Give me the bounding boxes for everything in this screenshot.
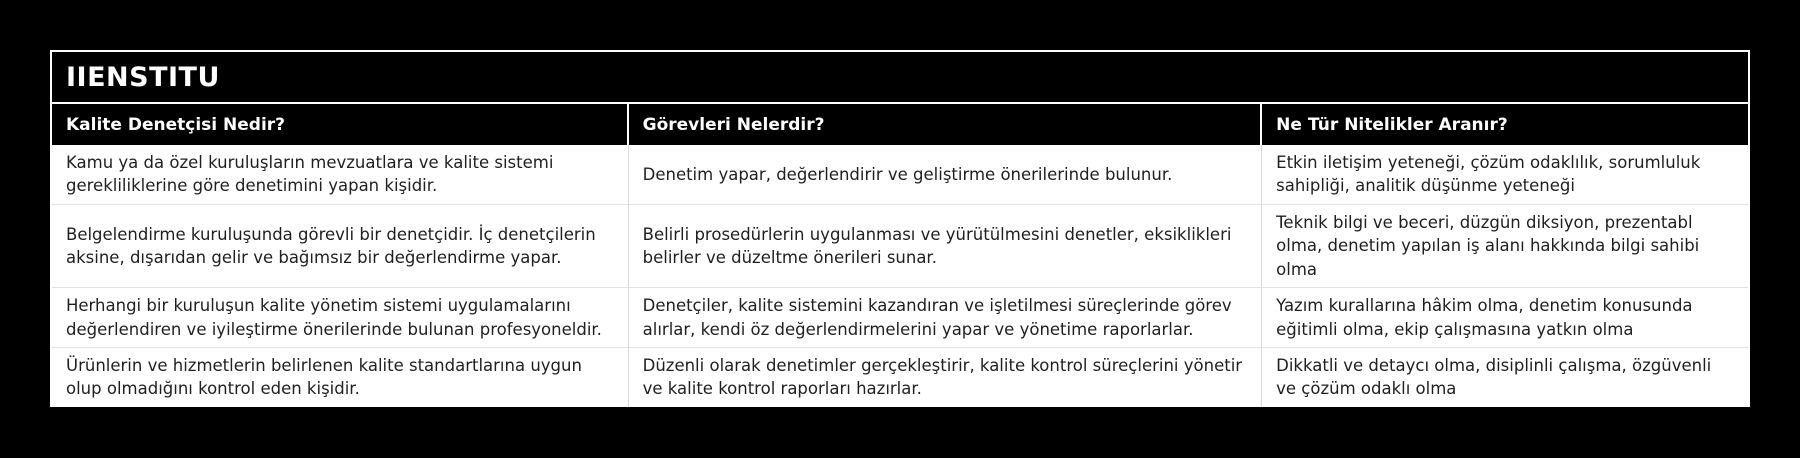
cell-qualification: Dikkatli ve detaycı olma, disiplinli çalışma, özgüvenli ve çözüm odaklı olma: [1276, 355, 1712, 399]
table-row: [52, 288, 1748, 348]
cell-definition: Herhangi bir kuruluşun kalite yönetim sistemi uygulamalarını değerlendiren ve iyileştirme önerilerinde bulunan profesyoneldir.: [52, 288, 629, 347]
cell-duty: Denetçiler, kalite sistemini kazandıran ve işletilmesi süreçlerinde görev alırlar, kendi öz değerlendirmelerini yapar ve yönetime raporlarlar.: [629, 288, 1263, 347]
table-body: [52, 145, 1748, 407]
column-header-duties: Görevleri Nelerdir?: [629, 104, 1263, 145]
brand-title: IIENSTITU: [66, 61, 220, 93]
cell-duty: Belirli prosedürlerin uygulanması ve yürütülmesini denetler, eksiklikleri belirler ve düzeltme önerileri sunar.: [629, 205, 1263, 287]
cell-duty: Düzenli olarak denetimler gerçekleştirir, kalite kontrol süreçlerini yönetir ve kalite kontrol raporları hazırlar.: [629, 348, 1263, 407]
cell-definition: Ürünlerin ve hizmetlerin belirlenen kalite standartlarına uygun olup olmadığını kontrol eden kişidir.: [52, 348, 629, 407]
table-row: [52, 205, 1748, 288]
column-header-qualifications: Ne Tür Nitelikler Aranır?: [1276, 114, 1508, 135]
cell-qualification: Teknik bilgi ve beceri, düzgün diksiyon, prezentabl olma, denetim yapılan iş alanı hakkında bilgi sahibi olma: [1276, 212, 1700, 279]
table-header-row: [52, 104, 1748, 145]
cell-qualification: Etkin iletişim yeteneği, çözüm odaklılık, sorumluluk sahipliği, analitik düşünme yeteneği: [1276, 153, 1701, 196]
brand-titlebar: [52, 52, 1748, 104]
cell-duty: Denetim yapar, değerlendirir ve geliştirme önerilerinde bulunur.: [629, 145, 1263, 204]
cell-definition: Kamu ya da özel kuruluşların mevzuatlara ve kalite sistemi gerekliliklerine göre denetimini yapan kişidir.: [52, 145, 629, 204]
info-table-card: [50, 50, 1750, 407]
cell-definition: Belgelendirme kuruluşunda görevli bir denetçidir. İç denetçilerin aksine, dışarıdan gelir ve bağımsız bir değerlendirme yapar.: [52, 205, 629, 287]
cell-qualification: Yazım kurallarına hâkim olma, denetim konusunda eğitimli olma, ekip çalışmasına yatkın olma: [1276, 296, 1693, 339]
table-row: [52, 145, 1748, 205]
column-header-what-is: Kalite Denetçisi Nedir?: [52, 104, 629, 145]
table-row: [52, 348, 1748, 407]
